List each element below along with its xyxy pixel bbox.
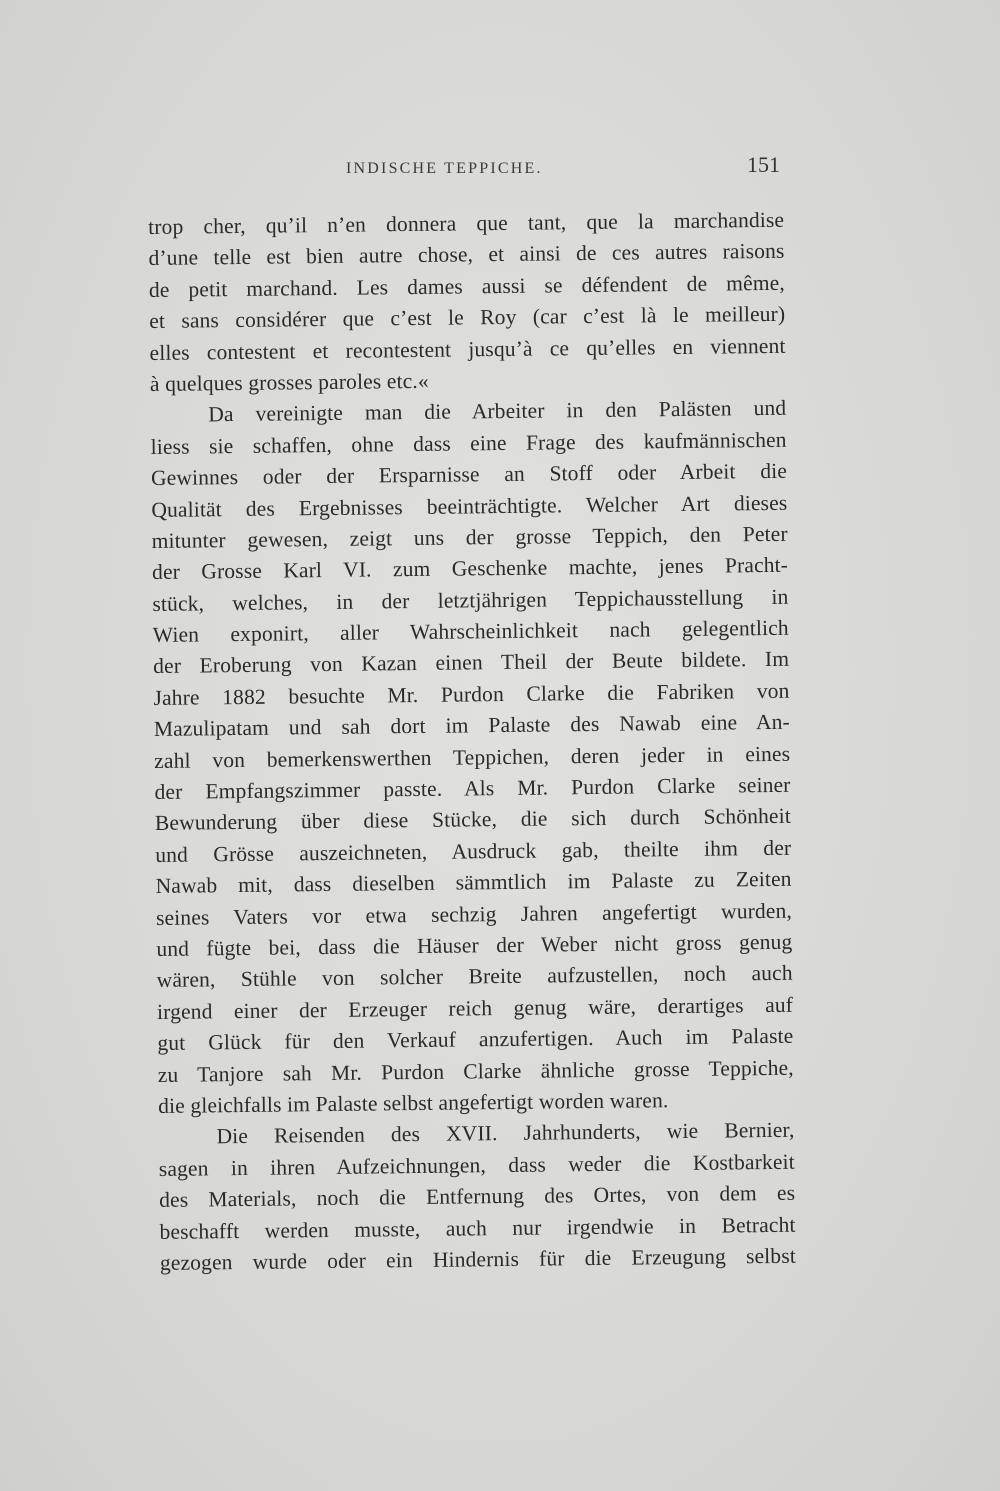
text-line: elles contestent et recontestent jusqu’à ce qu’elles en viennent xyxy=(149,333,786,365)
text-line: gezogen wurde oder ein Hindernis für die Erzeugung selbst xyxy=(159,1243,797,1275)
text-line: Mazulipatam und sah dort im Palaste des Nawab eine An- xyxy=(153,710,790,742)
text-line: der Empfangszimmer passte. Als Mr. Purdon Clarke seiner xyxy=(154,772,791,804)
text-line: et sans considérer que c’est le Roy (car c’est là le meilleur) xyxy=(149,301,786,334)
text-line: trop cher, qu’il n’en donnera que tant, que la marchandise xyxy=(148,207,785,239)
text-line: zahl von bemerkenswerthen Teppichen, deren jeder in eines xyxy=(154,741,791,773)
text-line: stück, welches, in der letztjährigen Teppichausstellung in xyxy=(152,584,789,616)
text-line: Gewinnes oder der Ersparnisse an Stoff oder Arbeit die xyxy=(150,458,788,491)
text-line: d’une telle est bien autre chose, et ainsi de ces autres raisons xyxy=(148,239,785,271)
text-line: gut Glück für den Verkauf anzufertigen. Auch im Palaste xyxy=(157,1023,794,1056)
paragraph-first-line: Da vereinigte man die Arbeiter in den Palästen und xyxy=(208,396,787,427)
text-line: der Grosse Karl VI. zum Geschenke machte, jenes Pracht- xyxy=(151,553,789,585)
text-line: de petit marchand. Les dames aussi se défendent de même, xyxy=(148,270,785,302)
text-line: Jahre 1882 besuchte Mr. Purdon Clarke die Fabriken von xyxy=(153,678,790,710)
text-line: Bewunderung über diese Stücke, die sich durch Schönheit xyxy=(154,804,792,836)
text-line: Nawab mit, dass dieselben sämmtlich im Palaste zu Zeiten xyxy=(155,866,792,899)
text-line: wären, Stühle von solcher Breite aufzustellen, noch auch xyxy=(156,961,793,993)
text-line: Qualität des Ergebnisses beeinträchtigte. Welcher Art dieses xyxy=(151,490,788,522)
paragraph-first-line: Die Reisenden des XVII. Jahrhunderts, wie Bernier, xyxy=(216,1118,795,1149)
text-line: liess sie schaffen, ohne dass eine Frage des kaufmännischen xyxy=(150,427,787,459)
text-line: seines Vaters vor etwa sechzig Jahren angefertigt wurden, xyxy=(155,898,793,930)
text-line: irgend einer der Erzeuger reich genug wäre, derartiges auf xyxy=(156,992,794,1024)
text-line: beschafft werden musste, auch nur irgendwie in Betracht xyxy=(159,1212,796,1244)
text-line: und fügte bei, dass die Häuser der Weber nicht gross genug xyxy=(156,929,793,961)
text-line: der Eroberung von Kazan einen Theil der Beute bildete. Im xyxy=(153,647,790,679)
text-line: sagen in ihren Aufzeichnungen, dass weder die Kostbarkeit xyxy=(158,1149,795,1181)
text-line: mitunter gewesen, zeigt uns der grosse Teppich, den Peter xyxy=(151,521,788,553)
text-line: Wien exponirt, aller Wahrscheinlichkeit nach gelegentlich xyxy=(152,615,789,648)
text-line: des Materials, noch die Entfernung des Ortes, von dem es xyxy=(159,1180,796,1213)
text-line: à quelques grosses paroles etc.« xyxy=(149,368,429,396)
text-line: und Grösse auszeichneten, Ausdruck gab, theilte ihm der xyxy=(155,835,792,867)
text-line: die gleichfalls im Palaste selbst angefertigt worden waren. xyxy=(158,1088,669,1118)
body-text xyxy=(148,205,796,1279)
page-number: 151 xyxy=(747,152,780,177)
running-title: INDISCHE TEPPICHE. xyxy=(346,160,543,177)
text-line: zu Tanjore sah Mr. Purdon Clarke ähnliche grosse Teppiche, xyxy=(157,1055,794,1087)
page-header xyxy=(148,152,784,184)
